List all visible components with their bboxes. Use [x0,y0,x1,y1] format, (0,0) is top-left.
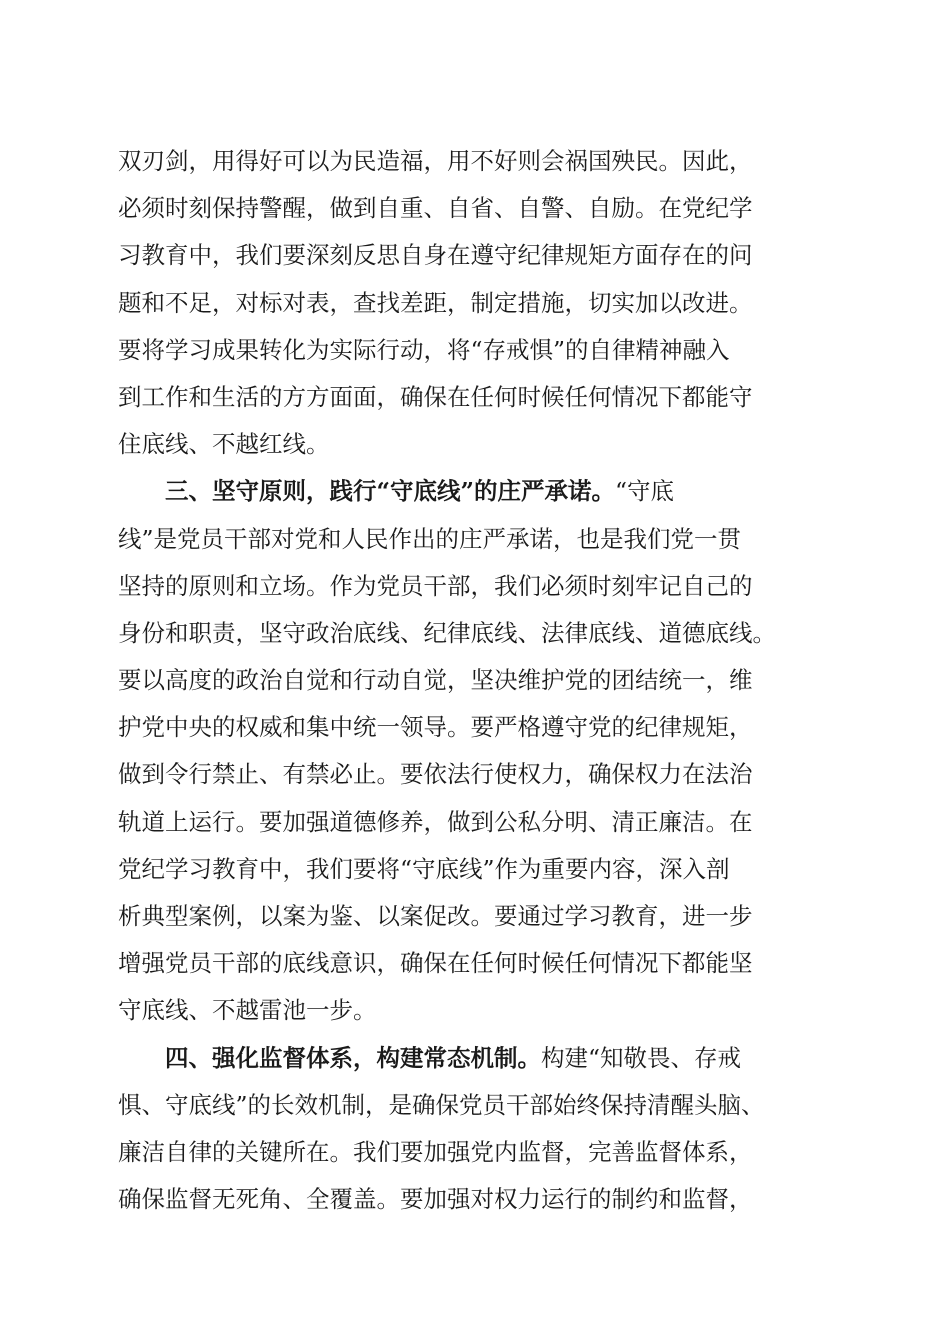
text-line [118,421,838,468]
body-text: 到工作和生活的方方面面，确保在任何时候任何情况下都能守 [118,382,753,411]
body-text: “守底 [615,477,675,506]
document-body [118,138,838,1223]
body-text: 身份和职责，坚守政治底线、纪律底线、法律底线、道德底线。 [118,618,776,647]
text-line [118,940,838,987]
body-text: 惧、守底线”的长效机制，是确保党员干部始终保持清醒头脑、 [118,1090,765,1119]
body-text: 双刃剑，用得好可以为民造福，用不好则会祸国殃民。因此， [118,147,753,175]
section-heading-text: 三、坚守原则，践行“守底线”的庄严承诺。 [165,477,616,506]
body-text: 坚持的原则和立场。作为党员干部，我们必须时刻牢记自己的 [118,571,753,600]
text-line [118,374,838,421]
body-text: 要以高度的政治自觉和行动自觉，坚决维护党的团结统一，维 [118,666,753,695]
body-text: 确保监督无死角、全覆盖。要加强对权力运行的制约和监督， [118,1185,753,1214]
text-line [118,657,838,704]
body-text: 廉洁自律的关键所在。我们要加强党内监督，完善监督体系， [118,1137,753,1166]
body-text: 护党中央的权威和集中统一领导。要严格遵守党的纪律规矩， [118,713,753,742]
body-text: 线”是党员干部对党和人民作出的庄严承诺，也是我们党一贯 [118,524,742,553]
body-text: 构建“知敬畏、存戒 [541,1043,742,1072]
text-line [118,327,838,374]
body-text: 习教育中，我们要深刻反思自身在遵守纪律规矩方面存在的问 [118,241,753,270]
text-line [118,516,838,563]
text-line [118,610,838,657]
body-text: 必须时刻保持警醒，做到自重、自省、自警、自励。在党纪学 [118,194,753,223]
text-line [118,704,838,751]
body-text: 党纪学习教育中，我们要将“守底线”作为重要内容，深入剖 [118,854,730,883]
text-line [118,468,838,515]
text-line [118,185,838,232]
text-line [118,563,838,610]
body-text: 轨道上运行。要加强道德修养，做到公私分明、清正廉洁。在 [118,807,753,836]
body-text: 析典型案例，以案为鉴、以案促改。要通过学习教育，进一步 [118,902,753,930]
body-text: 题和不足，对标对表，查找差距，制定措施，切实加以改进。 [118,288,753,317]
text-line [118,893,838,940]
text-line [118,138,838,185]
text-line [118,1176,838,1223]
text-line [118,1082,838,1129]
body-text: 要将学习成果转化为实际行动，将“存戒惧”的自律精神融入 [118,335,730,364]
text-line [118,987,838,1034]
text-line [118,751,838,798]
section-heading-text: 四、强化监督体系，构建常态机制。 [165,1043,541,1072]
text-line [118,799,838,846]
body-text: 守底线、不越雷池一步。 [118,996,377,1025]
body-text: 增强党员干部的底线意识，确保在任何时候任何情况下都能坚 [118,949,753,978]
text-line [118,1035,838,1082]
body-text: 做到令行禁止、有禁必止。要依法行使权力，确保权力在法治 [118,760,753,789]
text-line [118,232,838,279]
text-line [118,1129,838,1176]
body-text: 住底线、不越红线。 [118,430,330,459]
text-line [118,280,838,327]
text-line [118,846,838,893]
